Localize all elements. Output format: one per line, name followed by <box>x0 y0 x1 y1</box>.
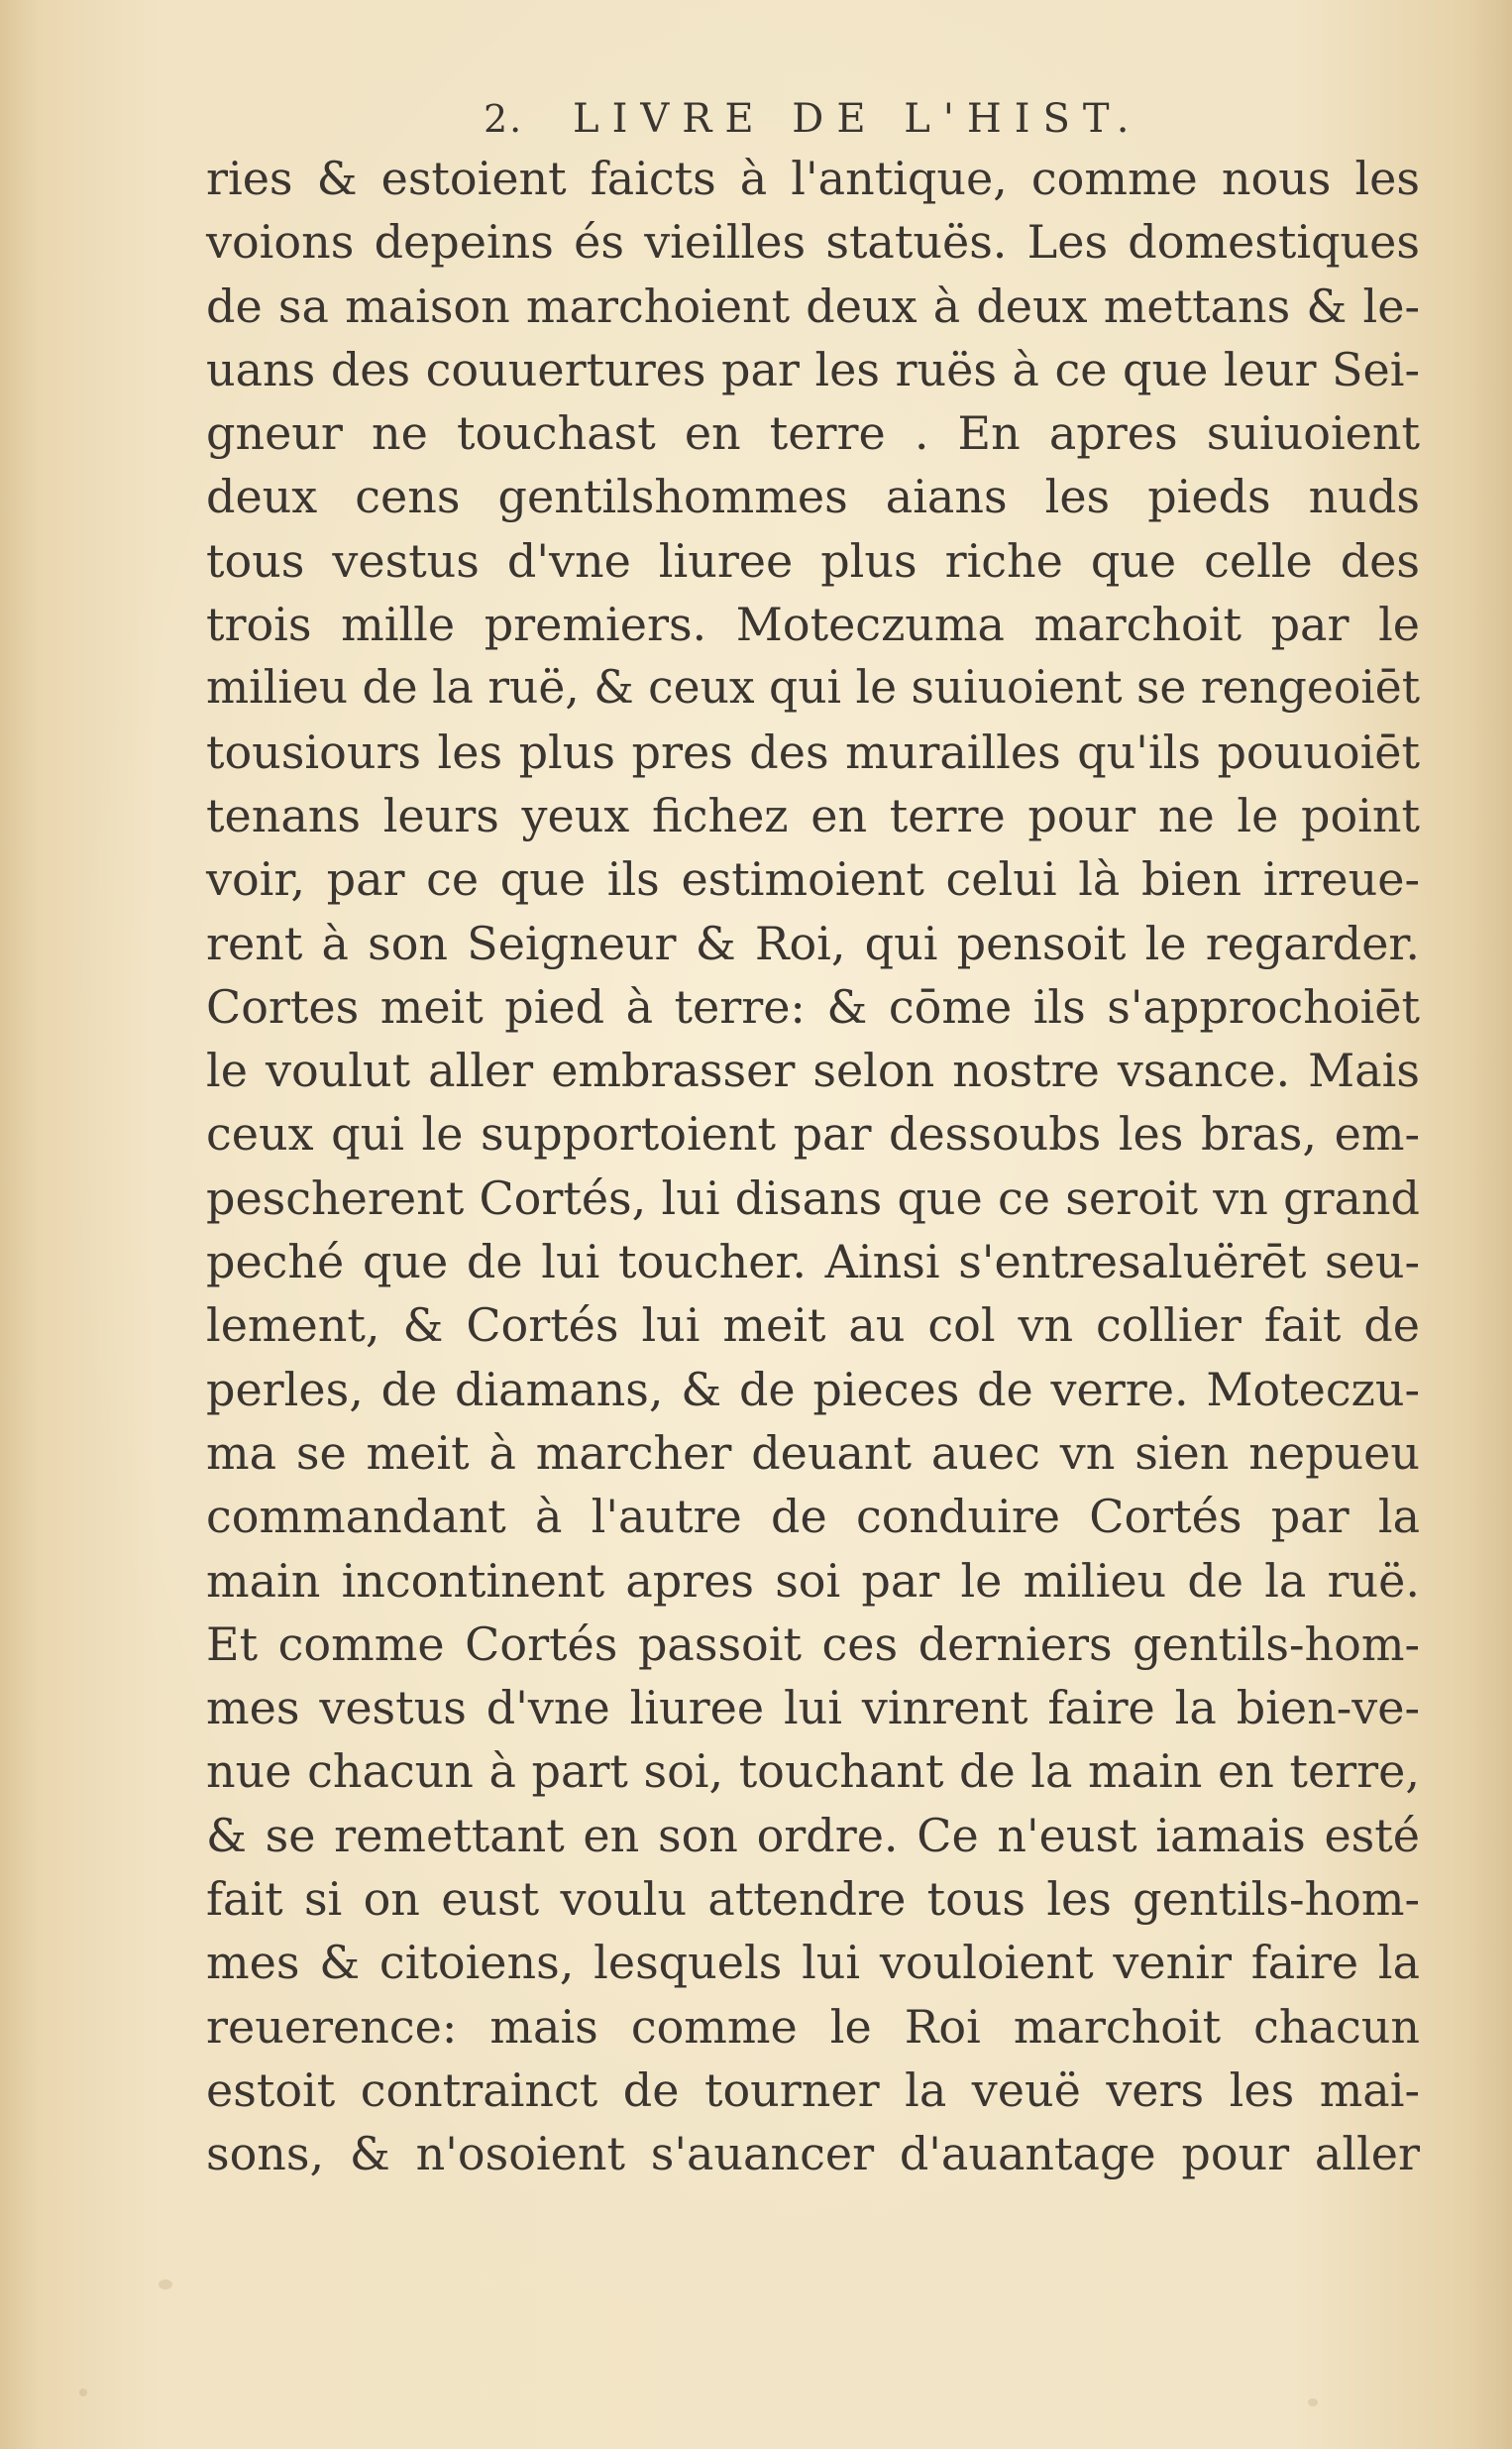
text-line: Cortes meit pied à terre: & cōme ils s'approchoiēt <box>206 979 1420 1034</box>
text-line: trois mille premiers. Moteczuma marchoit par le <box>206 598 1420 652</box>
text-line: rent à son Seigneur & Roi, qui pensoit le regarder. <box>206 916 1420 970</box>
paper-stain <box>159 2280 172 2289</box>
text-line: reuerence: mais comme le Roi marchoit chacun <box>206 1999 1420 2054</box>
text-line: perles, de diamans, & de pieces de verre. Moteczu- <box>206 1362 1420 1416</box>
text-line: mes vestus d'vne liuree lui vinrent faire la bien-ve- <box>206 1681 1420 1735</box>
running-head: LIVRE DE L'HIST. <box>573 96 1142 142</box>
text-line: & se remettant en son ordre. Ce n'eust iamais esté <box>206 1808 1420 1862</box>
text-line: sons, & n'osoient s'auancer d'auantage pour aller <box>206 2127 1420 2181</box>
body-text <box>206 147 1420 2186</box>
text-line: pescherent Cortés, lui disans que ce seroit vn grand <box>206 1170 1420 1225</box>
text-line: commandant à l'autre de conduire Cortés par la <box>206 1490 1420 1544</box>
text-line: gneur ne touchast en terre . En apres suiuoient <box>206 406 1420 461</box>
paper-stain <box>1308 2398 1318 2406</box>
text-line: tousiours les plus pres des murailles qu'ils pouuoiēt <box>206 724 1420 779</box>
text-line: tous vestus d'vne liuree plus riche que celle des <box>206 533 1420 588</box>
text-line: ries & estoient faicts à l'antique, comme nous les <box>206 152 1420 205</box>
text-line: milieu de la ruë, & ceux qui le suiuoient se rengeoiēt <box>206 661 1421 715</box>
text-line: nue chacun à part soi, touchant de la main en terre, <box>206 1744 1420 1799</box>
text-line: fait si on eust voulu attendre tous les gentils-hom- <box>206 1872 1420 1927</box>
text-line: le voulut aller embrasser selon nostre vsance. Mais <box>206 1044 1420 1098</box>
text-line: main incontinent apres soi par le milieu de la ruë. <box>206 1553 1420 1608</box>
text-line: ceux qui le supportoient par dessoubs les bras, em- <box>206 1107 1420 1162</box>
text-line: de sa maison marchoient deux à deux mettans & le- <box>206 278 1420 333</box>
text-line: mes & citoiens, lesquels lui vouloient venir faire la <box>206 1936 1420 1990</box>
paper-stain <box>79 2389 87 2396</box>
text-line: voions depeins és vieilles statuës. Les domestiques <box>206 215 1420 270</box>
text-line: lement, & Cortés lui meit au col vn collier fait de <box>206 1298 1420 1353</box>
text-line: peché que de lui toucher. Ainsi s'entresaluërēt seu- <box>206 1235 1420 1289</box>
text-line: ma se meit à marcher deuant auec vn sien nepueu <box>206 1425 1420 1480</box>
page-number: 2. <box>484 97 524 141</box>
text-line: tenans leurs yeux fichez en terre pour ne le point <box>206 788 1420 842</box>
text-line: Et comme Cortés passoit ces derniers gentils-hom- <box>206 1616 1420 1671</box>
text-line: estoit contrainct de tourner la veuë vers les mai- <box>206 2062 1420 2117</box>
page-header <box>0 89 1512 149</box>
text-line: uans des couuertures par les ruës à ce que leur Sei- <box>206 342 1420 396</box>
text-line: voir, par ce que ils estimoient celui là bien irreue- <box>206 852 1420 907</box>
text-line: deux cens gentilshommes aians les pieds nuds <box>206 470 1420 524</box>
